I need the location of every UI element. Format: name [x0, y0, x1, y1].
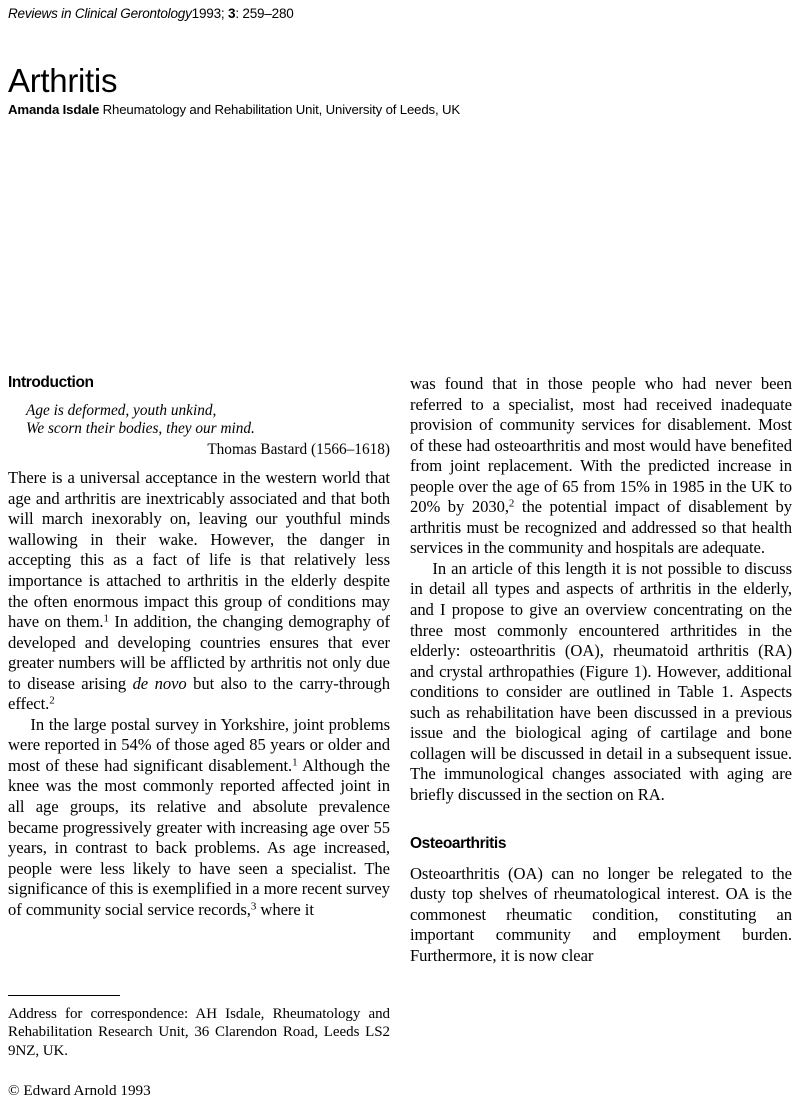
paragraph-text: but also to the carry-through effect.: [8, 673, 391, 714]
paragraph-text: the potential impact of disablement by arthritis must be recognized and addressed so that health services in the community and hospitals are adequate.: [410, 497, 792, 558]
byline: [8, 102, 460, 117]
paragraph-intro-1: [8, 468, 390, 715]
paragraph-text: where it: [256, 899, 314, 919]
paragraph-text: In the large postal survey in Yorkshire, joint problems were reported in 54% of those aged 85 years or older and most of these had significant disablement.: [8, 714, 390, 775]
footnote-ref: 2: [508, 497, 515, 510]
masthead: [8, 6, 294, 21]
section-heading-osteoarthritis: Osteoarthritis: [410, 835, 507, 853]
epigraph-attribution: Thomas Bastard (1566–1618): [207, 441, 390, 459]
page-title: Arthritis: [8, 62, 118, 100]
right-column: [410, 374, 792, 1100]
paragraph-text: In addition, the changing demography of developed and developing countries ensures that ever greater numbers will be afflicted by arthritis not only due to disease arising: [8, 612, 390, 693]
paragraph-intro-2: [8, 715, 390, 920]
left-column: [8, 374, 390, 1100]
masthead-year: 1993;: [191, 6, 225, 21]
masthead-pages: : 259–280: [235, 6, 294, 21]
footnote-ref: 1: [103, 612, 109, 625]
footnote-ref: 1: [292, 756, 298, 769]
paragraph-right-1: [410, 374, 792, 559]
author-affiliation: Rheumatology and Rehabilitation Unit, University of Leeds, UK: [102, 102, 461, 117]
footnote-divider: [8, 995, 120, 996]
epigraph-line-1: Age is deformed, youth unkind,: [26, 402, 217, 420]
section-heading-introduction: Introduction: [8, 374, 94, 391]
footnote-ref: 2: [49, 694, 55, 707]
author-name: Amanda Isdale: [8, 102, 100, 117]
copyright-line: © Edward Arnold 1993: [8, 1082, 151, 1099]
paragraph-text: There is a universal acceptance in the western world that age and arthritis are inextricably associated and that both will march inexorably on, leaving our youthful minds wallowing in their wake. However, the danger in accepting this as a fact of life is that relatively less importance is attached to arthritis in the elderly despite the often enormous impact this group of conditions may have on them.: [8, 468, 390, 632]
footnote-ref: 3: [250, 900, 257, 913]
footnote-block: [8, 995, 390, 1100]
paragraph-text: was found that in those people who had never been referred to a specialist, most had received inadequate provision of community services for disablement. Most of these had osteoarthritis and most would have benefited from joint replacement. With the predicted increase in people over the age of 65 from 15% in 1985 in the UK to 20% by 2030,: [410, 374, 792, 517]
journal-name: Reviews in Clinical Gerontology: [8, 6, 192, 21]
body-columns: [8, 374, 792, 1100]
epigraph: [8, 402, 390, 437]
paragraph-italic-term: de novo: [132, 673, 187, 693]
paragraph-right-3: Osteoarthritis (OA) can no longer be relegated to the dusty top shelves of rheumatological interest. OA is the commonest rheumatic condition, constituting an important community and employment burden. Furthermore, it is now clear: [410, 863, 792, 965]
correspondence-address: Address for correspondence: AH Isdale, Rheumatology and Rehabilitation Research Unit, 36 Clarendon Road, Leeds LS2 9NZ, UK.: [8, 1005, 390, 1059]
paragraph-right-2: In an article of this length it is not possible to discuss in detail all types and aspects of arthritis in the elderly, and I propose to give an overview concentrating on the three most commonly encountered arthritides in the elderly: osteoarthritis (OA), rheumatoid arthritis (RA) and crystal arthropathies (Figure 1). However, additional conditions to consider are outlined in Table 1. Aspects such as rehabilitation have been discussed in a previous issue and the biological aging of cartilage and bone collagen will be discussed in detail in a subsequent issue. The immunological changes associated with aging are briefly discussed in the section on RA.: [410, 558, 792, 804]
epigraph-line-2: We scorn their bodies, they our mind.: [26, 419, 255, 437]
masthead-volume: 3: [228, 6, 236, 21]
paragraph-text: Although the knee was the most commonly reported affected joint in all age groups, its relative and absolute prevalence became progressively greater with increasing age over 55 years, in contrast to back problems. As age increased, people were less likely to have seen a specialist. The significance of this is exemplified in a more recent survey of community social service records,: [8, 755, 390, 919]
